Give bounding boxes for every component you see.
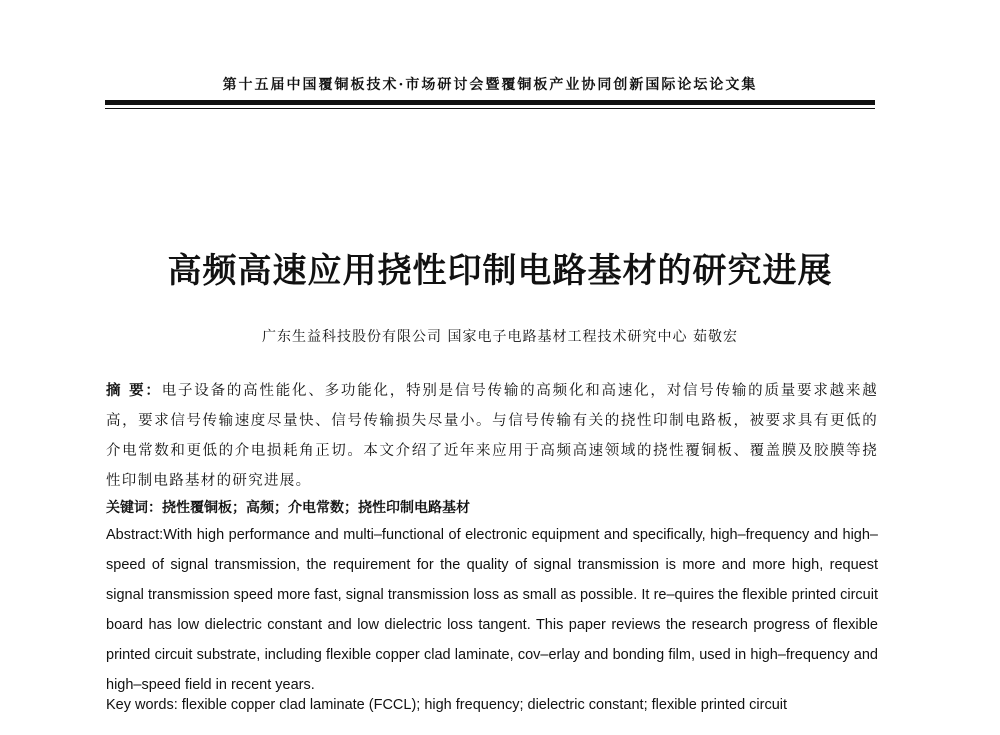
abstract-chinese-label: 摘 要：	[106, 382, 162, 399]
paper-title: 高频高速应用挠性印制电路基材的研究进展	[167, 251, 833, 291]
keywords-chinese-text: 挠性覆铜板；高频；介电常数；挠性印制电路基材	[162, 500, 470, 516]
keywords-chinese	[106, 497, 878, 517]
abstract-chinese	[106, 376, 878, 496]
header-rule-thick	[105, 100, 875, 105]
keywords-english	[106, 697, 878, 713]
keywords-english-text: flexible copper clad laminate (FCCL); high frequency; dielectric constant; flexible printed circuit	[181, 697, 788, 713]
abstract-english	[106, 520, 878, 700]
abstract-english-text: With high performance and multi–functional of electronic equipment and specifically, high–frequency and high–speed of signal transmission, the requirement for the quality of signal transmission is more and more high, request signal transmission speed more fast, signal transmission loss as small as possible. It re–quires the flexible printed circuit board has low dielectric constant and low dielectric loss tangent. This paper reviews the research progress of flexible printed circuit substrate, including flexible copper clad laminate, cov–erlay and bonding film, used in high–frequency and high–speed field in recent years.	[106, 527, 878, 693]
abstract-english-label: Abstract:	[106, 527, 164, 543]
abstract-chinese-text: 电子设备的高性能化、多功能化，特别是信号传输的高频化和高速化，对信号传输的质量要求越来越高，要求信号传输速度尽量快、信号传输损失尽量小。与信号传输有关的挠性印制电路板，被要求具有更低的介电常数和更低的介电损耗角正切。本文介绍了近年来应用于高频高速领域的挠性覆铜板、覆盖膜及胶膜等挠性印制电路基材的研究进展。	[106, 383, 878, 489]
header-rule-thin	[105, 108, 875, 109]
author-affiliation: 广东生益科技股份有限公司 国家电子电路基材工程技术研究中心 茹敬宏	[262, 329, 738, 345]
keywords-english-label: Key words:	[106, 697, 178, 713]
running-header: 第十五届中国覆铜板技术·市场研讨会暨覆铜板产业协同创新国际论坛论文集	[222, 77, 758, 93]
keywords-chinese-label: 关键词：	[106, 500, 162, 516]
